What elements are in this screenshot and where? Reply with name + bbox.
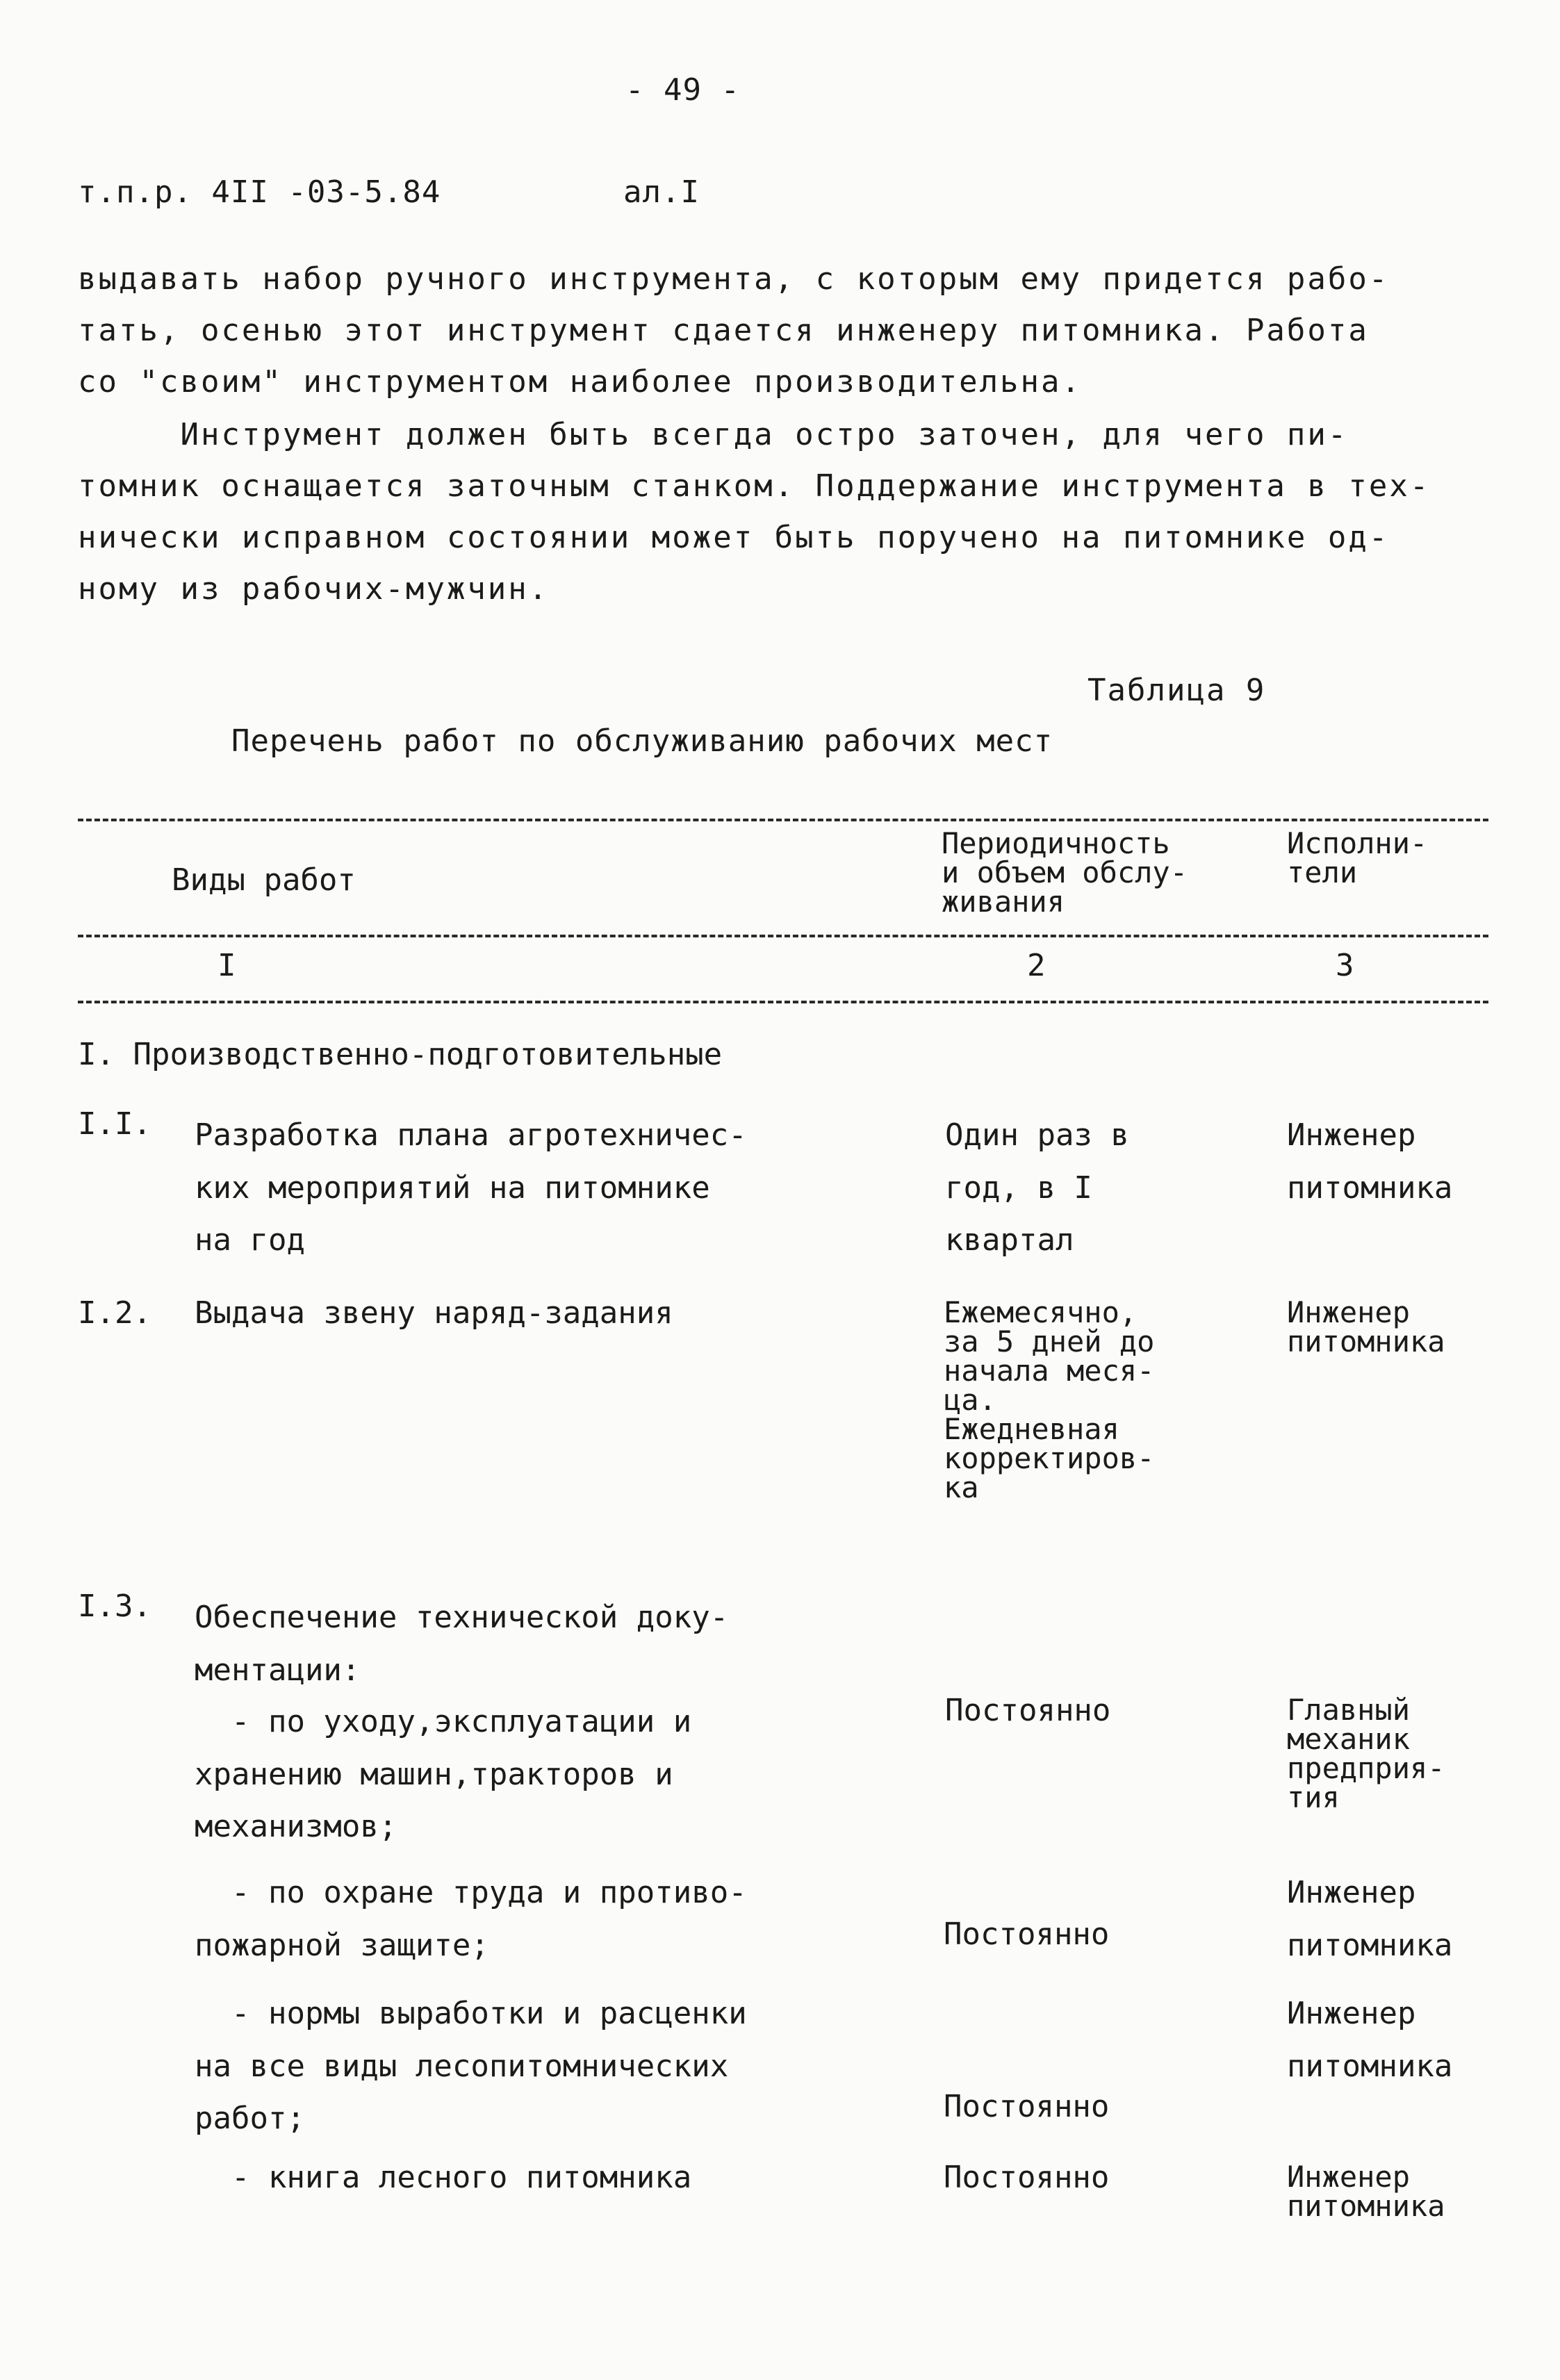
row-work: - нормы выработки и расценки на все виды лесопитомнических работ; bbox=[195, 1996, 747, 2137]
row-number: I.I. bbox=[78, 1106, 151, 1142]
album-number: ал.I bbox=[623, 174, 700, 210]
column-number-2: 2 bbox=[1027, 948, 1046, 983]
page-number: - 49 - bbox=[625, 72, 740, 108]
row-work: - по уходу,эксплуатации и хранению машин,тракторов и механизмов; bbox=[195, 1704, 692, 1845]
document-reference: т.п.р. 4II -03-5.84 bbox=[78, 174, 441, 210]
paragraph-line: ному из рабочих-мужчин. bbox=[78, 571, 550, 607]
row-work: Обеспечение технической доку- ментации: bbox=[195, 1600, 729, 1688]
row-period: Постоянно bbox=[944, 2160, 1110, 2195]
table-label: Таблица 9 bbox=[1087, 673, 1266, 708]
paragraph-line: томник оснащается заточным станком. Поддержание инструмента в тех- bbox=[78, 468, 1431, 504]
row-executor: Инженер питомника bbox=[1287, 1996, 1453, 2084]
table-caption: Перечень работ по обслуживанию рабочих мест bbox=[231, 723, 1053, 759]
row-period: Постоянно bbox=[944, 2089, 1110, 2124]
paragraph-line: Инструмент должен быть всегда остро заточен, для чего пи- bbox=[78, 417, 1349, 452]
row-period: Постоянно bbox=[945, 1693, 1111, 1728]
row-period: Один раз в год, в I квартал bbox=[945, 1117, 1129, 1258]
row-executor: Главный механик предприя- тия bbox=[1287, 1693, 1445, 1814]
paragraph-line: нически исправном состоянии может быть поручено на питомнике од- bbox=[78, 520, 1390, 555]
row-executor: Инженер питомника bbox=[1287, 1295, 1445, 1359]
row-executor: Инженер питомника bbox=[1287, 1117, 1453, 1206]
row-work: - книга лесного питомника bbox=[195, 2160, 692, 2195]
column-number-3: 3 bbox=[1336, 948, 1354, 983]
row-number: I.2. bbox=[78, 1295, 151, 1331]
table-columns-rule bbox=[78, 1001, 1488, 1003]
row-executor: Инженер питомника bbox=[1287, 1875, 1453, 1963]
paragraph-line: выдавать набор ручного инструмента, с которым ему придется рабо- bbox=[78, 261, 1390, 297]
row-executor: Инженер питомника bbox=[1287, 2160, 1445, 2223]
table-top-rule bbox=[78, 819, 1488, 821]
table-header-rule bbox=[78, 935, 1488, 937]
row-number: I.3. bbox=[78, 1589, 151, 1624]
paragraph-line: со "своим" инструментом наиболее производительна. bbox=[78, 364, 1083, 400]
row-work: Разработка плана агротехничес- ких мероприятий на питомнике на год bbox=[195, 1117, 747, 1258]
row-period: Ежемесячно, за 5 дней до начала меся- ца. Ежедневная корректиров- ка bbox=[944, 1295, 1155, 1504]
header-work-types: Виды работ bbox=[172, 862, 356, 898]
header-executors: Исполни- тели bbox=[1287, 826, 1428, 889]
row-period: Постоянно bbox=[944, 1917, 1110, 1952]
row-work: - по охране труда и противо- пожарной защите; bbox=[195, 1875, 747, 1963]
row-work: Выдача звену наряд-задания bbox=[195, 1295, 673, 1331]
header-periodicity: Периодичность и объем обслу- живания bbox=[942, 826, 1188, 919]
column-number-1: I bbox=[217, 948, 236, 983]
paragraph-line: тать, осенью этот инструмент сдается инженеру питомника. Работа bbox=[78, 313, 1369, 348]
section-title: I. Производственно-подготовительные bbox=[78, 1037, 723, 1072]
